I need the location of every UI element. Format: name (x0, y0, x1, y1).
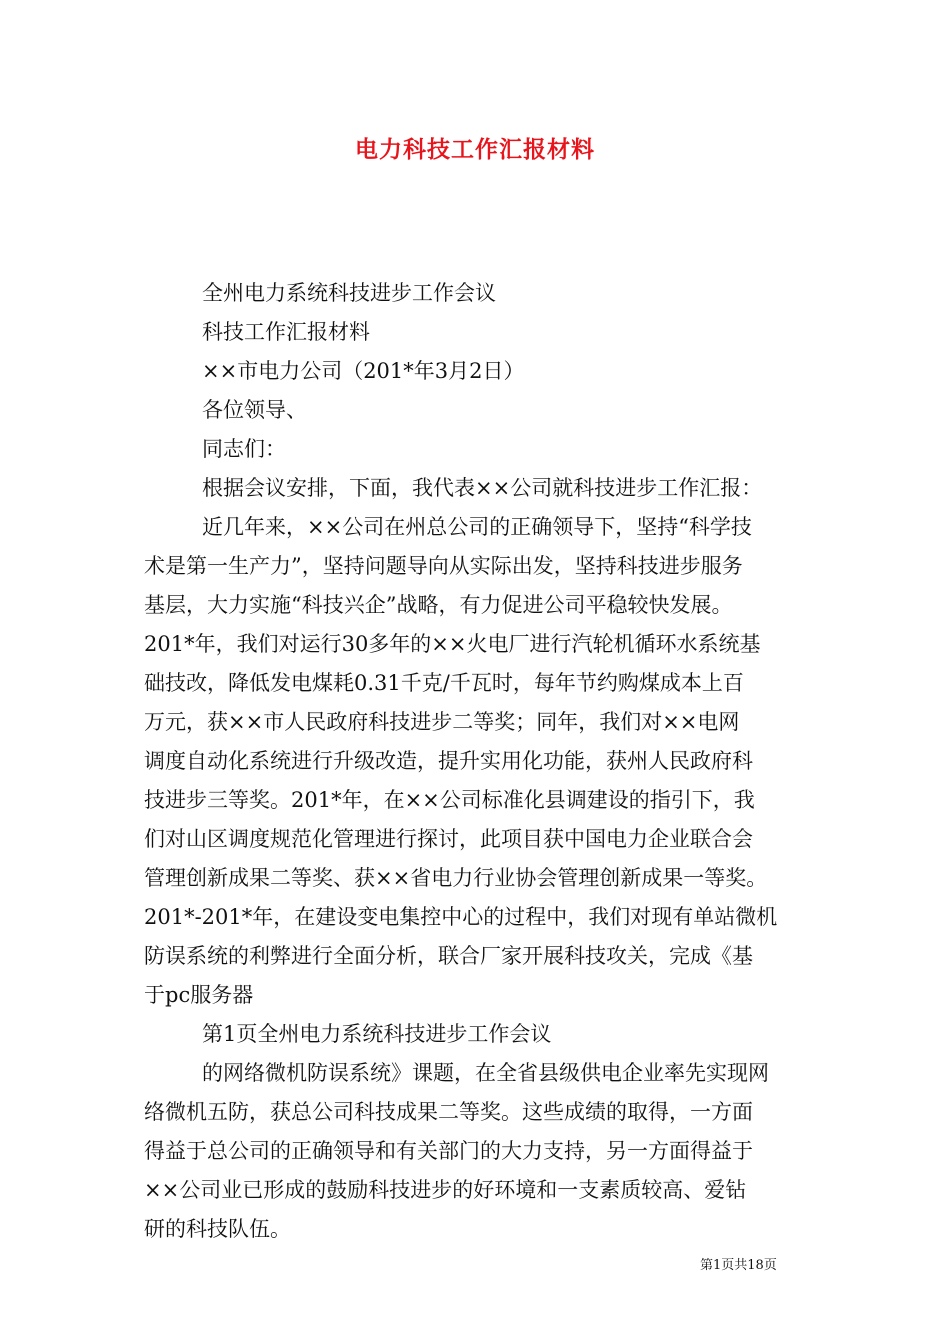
body-line: 防误系统的利弊进行全面分析，联合厂家开展科技攻关，完成《基 (144, 944, 753, 968)
body-line: 技进步三等奖。201*年，在××公司标准化县调建设的指引下，我 (144, 788, 755, 812)
body-line: 根据会议安排，下面，我代表××公司就科技进步工作汇报： (202, 476, 763, 500)
body-line: 得益于总公司的正确领导和有关部门的大力支持，另一方面得益于 (144, 1139, 753, 1163)
body-line: 同志们： (202, 437, 286, 461)
page-number-footer: 第1页共18页 (700, 1258, 777, 1273)
body-line: 术是第一生产力”，坚持问题导向从实际出发，坚持科技进步服务 (144, 554, 743, 578)
body-line: 全州电力系统科技进步工作会议 (202, 281, 496, 305)
document-title: 电力科技工作汇报材料 (355, 136, 595, 163)
body-line: ××公司业已形成的鼓励科技进步的好环境和一支素质较高、爱钻 (144, 1178, 747, 1202)
body-line: 于pc服务器 (144, 983, 254, 1007)
body-line: 各位领导、 (202, 398, 307, 422)
document-body (144, 274, 822, 1249)
page-break-line: 第1页全州电力系统科技进步工作会议 (202, 1022, 552, 1046)
body-line: 201*-201*年，在建设变电集控中心的过程中，我们对现有单站微机 (144, 905, 778, 929)
body-line: 络微机五防，获总公司科技成果二等奖。这些成绩的取得，一方面 (144, 1100, 753, 1124)
body-line: 础技改，降低发电煤耗0.31千克/千瓦时，每年节约购煤成本上百 (144, 671, 744, 695)
body-line: 201*年，我们对运行30多年的××火电厂进行汽轮机循环水系统基 (144, 632, 761, 656)
body-line: 近几年来，××公司在州总公司的正确领导下，坚持“科学技 (202, 515, 752, 539)
body-line: 万元，获××市人民政府科技进步二等奖；同年，我们对××电网 (144, 710, 740, 734)
body-line: 研的科技队伍。 (144, 1217, 291, 1241)
body-line: 管理创新成果二等奖、获××省电力行业协会管理创新成果一等奖。 (144, 866, 768, 890)
body-line: ××市电力公司（201*年3月2日） (202, 359, 525, 383)
body-line: 调度自动化系统进行升级改造，提升实用化功能，获州人民政府科 (144, 749, 753, 773)
body-line: 们对山区调度规范化管理进行探讨，此项目获中国电力企业联合会 (144, 827, 753, 851)
body-line: 的网络微机防误系统》课题，在全省县级供电企业率先实现网 (202, 1061, 769, 1085)
body-line: 科技工作汇报材料 (202, 320, 370, 344)
body-line: 基层，大力实施“科技兴企”战略，有力促进公司平稳较快发展。 (144, 593, 733, 617)
